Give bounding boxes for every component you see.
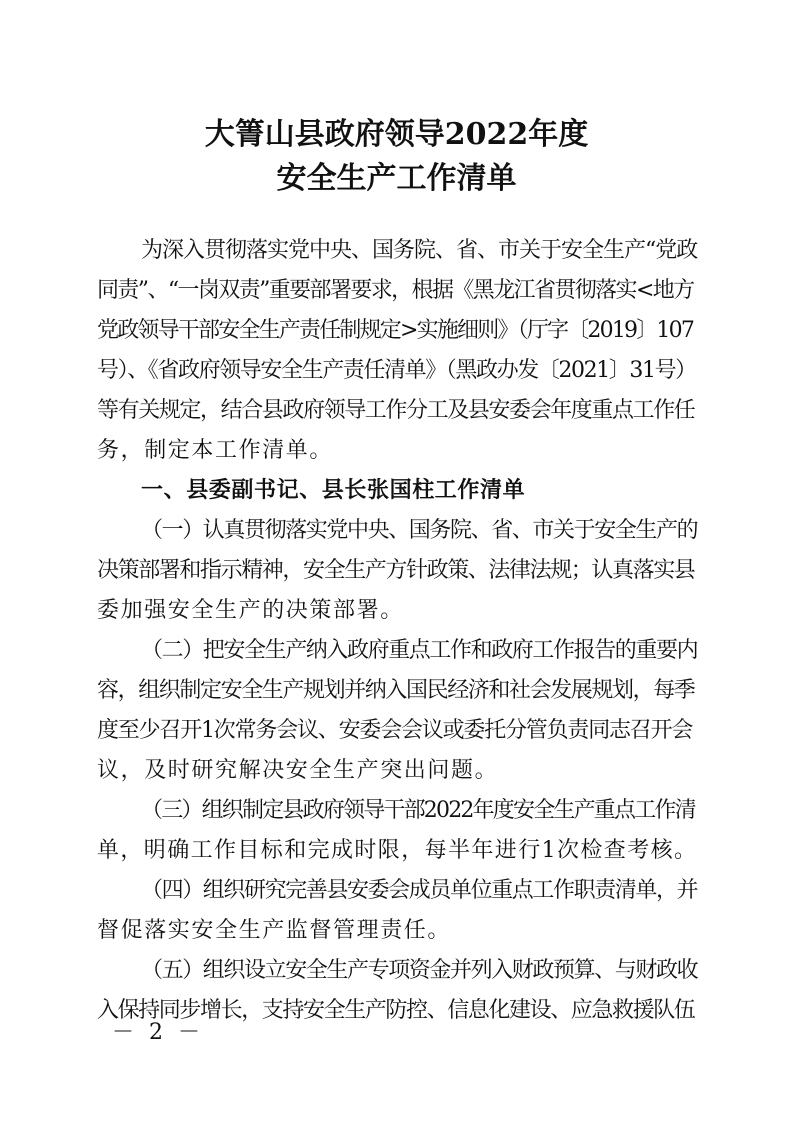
paragraph-line: 党政领导干部安全生产责任制规定>实施细则》（厅字〔2019〕107	[97, 318, 694, 343]
paragraph-line: （三）组织制定县政府领导干部2022年度安全生产重点工作清	[141, 798, 695, 823]
paragraph-line: （五）组织设立安全生产专项资金并列入财政预算、与财政收	[141, 958, 698, 983]
paragraph-line: 容，组织制定安全生产规划并纳入国民经济和社会发展规划，每季	[97, 678, 695, 703]
paragraph-line: 同责”、“一岗双责”重要部署要求，根据《黑龙江省贯彻落实<地方	[97, 278, 694, 303]
paragraph-line: 单，明确工作目标和完成时限，每半年进行1次检查考核。	[97, 838, 698, 863]
paragraph-line: 务，制定本工作清单。	[97, 438, 334, 463]
paragraph-line: 议，及时研究解决安全生产突出问题。	[97, 758, 499, 783]
paragraph-line: 督促落实安全生产监督管理责任。	[97, 918, 452, 943]
paragraph-line: （四）组织研究完善县安委会成员单位重点工作职责清单，并	[141, 878, 698, 903]
paragraph-line: 度至少召开1次常务会议、安委会会议或委托分管负责同志召开会	[97, 718, 693, 743]
paragraph-line: 等有关规定，结合县政府领导工作分工及县安委会年度重点工作任	[97, 398, 695, 423]
paragraph-line: （一）认真贯彻落实党中央、国务院、省、市关于安全生产的	[141, 518, 698, 543]
paragraph-line: 委加强安全生产的决策部署。	[97, 598, 404, 623]
page-number: － 2 －	[112, 1020, 204, 1045]
paragraph-line: （二）把安全生产纳入政府重点工作和政府工作报告的重要内	[141, 638, 698, 663]
document-title-line-1: 大箐山县政府领导2022年度	[204, 117, 589, 152]
paragraph-line: 决策部署和指示精神，安全生产方针政策、法律法规；认真落实县	[97, 558, 695, 583]
paragraph-line: 入保持同步增长，支持安全生产防控、信息化建设、应急救援队伍	[97, 998, 695, 1023]
document-title-line-2: 安全生产工作清单	[276, 161, 517, 196]
paragraph-line: 为深入贯彻落实党中央、国务院、省、市关于安全生产“党政	[141, 238, 698, 263]
paragraph-line: 号）、《省政府领导安全生产责任清单》（黑政办发〔2021〕31号）	[97, 358, 696, 383]
section-heading: 一、县委副书记、县长张国柱工作清单	[141, 478, 526, 503]
